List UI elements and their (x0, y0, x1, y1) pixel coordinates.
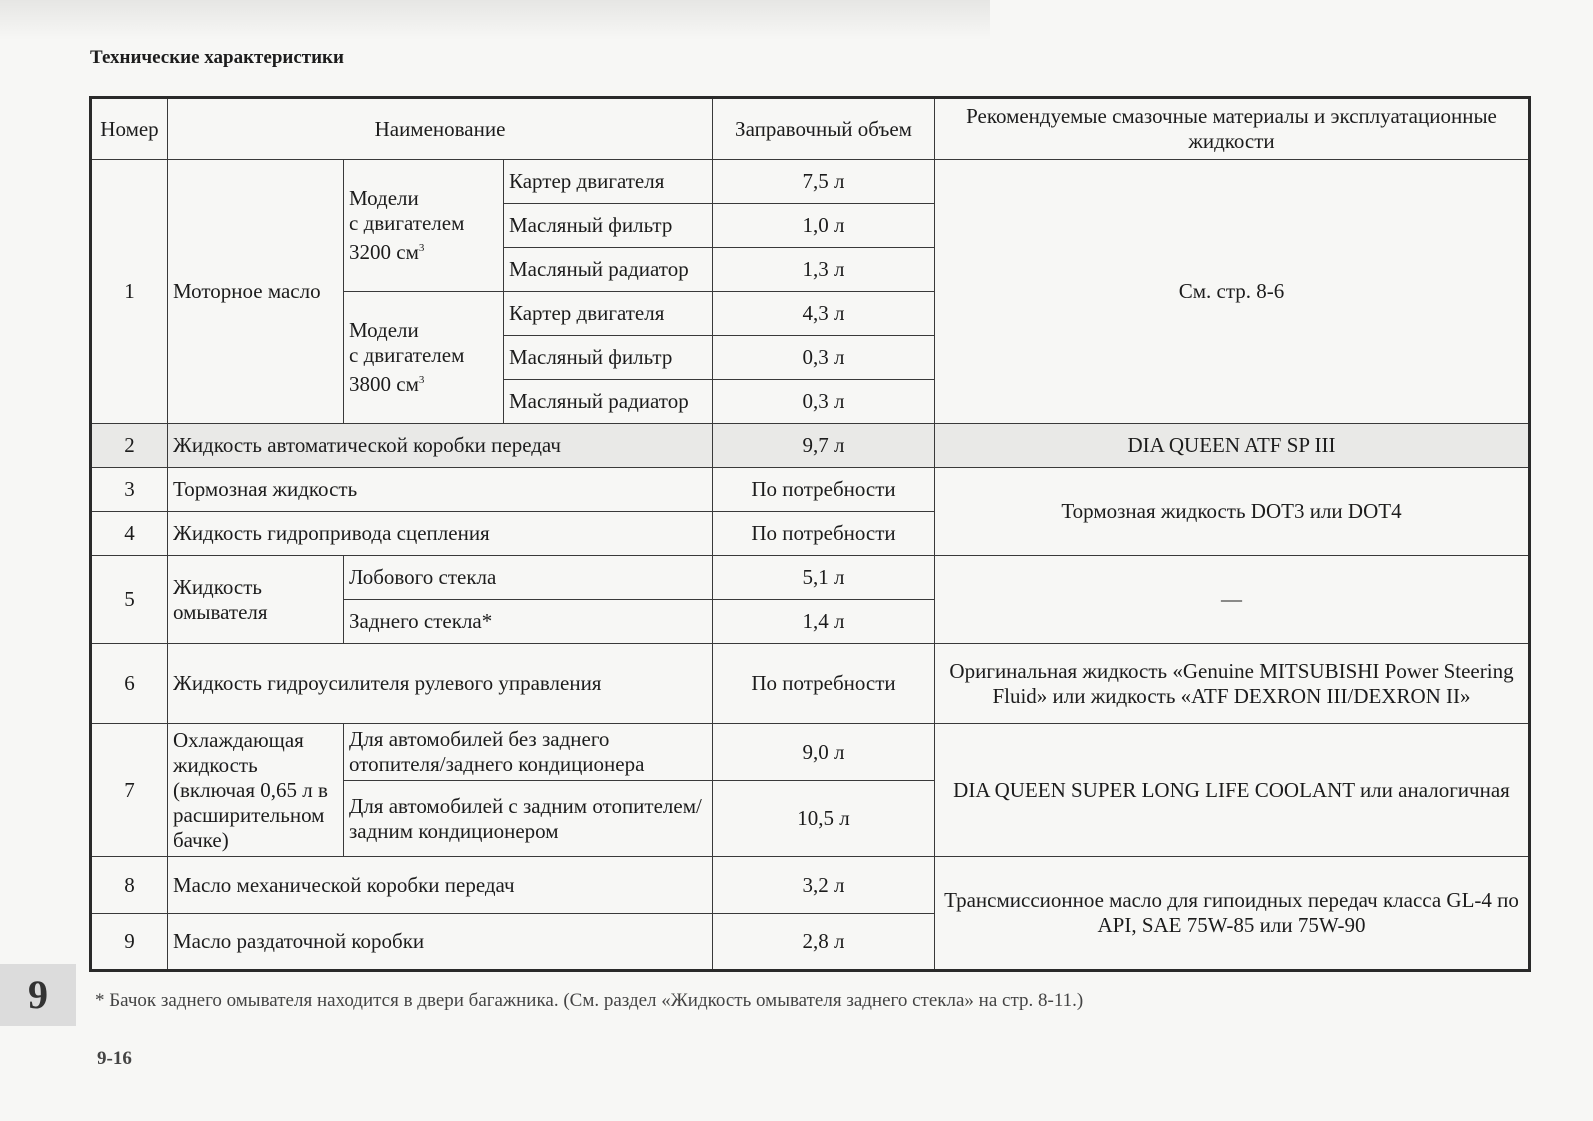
capacity-value: 7,5 л (713, 160, 935, 204)
row-number: 7 (91, 724, 168, 857)
engine-group (344, 160, 504, 292)
table-row (91, 724, 1530, 781)
footnote: * Бачок заднего омывателя находится в двери багажника. (См. раздел «Жидкость омывателя заднего стекла» на стр. 8-11.) (95, 990, 1084, 1011)
header-number: Номер (91, 98, 168, 160)
header-name: Наименование (168, 98, 713, 160)
section-title: Технические характеристики (90, 47, 344, 68)
row-name: Моторное масло (168, 160, 344, 424)
table-row (91, 556, 1530, 600)
row-number: 8 (91, 857, 168, 914)
engine-group (344, 292, 504, 424)
capacity-value: 5,1 л (713, 556, 935, 600)
chapter-number: 9 (28, 972, 48, 1017)
part-name: Масляный фильтр (504, 204, 713, 248)
recommended-value: Оригинальная жидкость «Genuine MITSUBISHI Power Steering Fluid» или жидкость «ATF DEXRON III/DEXRON II» (935, 644, 1530, 724)
recommended-value: — (935, 556, 1530, 644)
recommended-value: Трансмиссионное масло для гипоидных передач класса GL-4 по API, SAE 75W-85 или 75W-90 (935, 857, 1530, 971)
group-label: Модели с двигателем 3800 $см^3$ (349, 318, 465, 396)
part-name: Для автомобилей без заднего отопителя/заднего кондиционера (344, 724, 713, 781)
row-name: Масло механической коробки передач (168, 857, 713, 914)
part-name: Масляный фильтр (504, 336, 713, 380)
capacity-value: По потребности (713, 512, 935, 556)
table-row (91, 644, 1530, 724)
capacity-value: 1,4 л (713, 600, 935, 644)
part-name: Заднего стекла* (344, 600, 713, 644)
header-capacity: Заправочный объем (713, 98, 935, 160)
part-name: Масляный радиатор (504, 380, 713, 424)
capacity-value: 9,0 л (713, 724, 935, 781)
capacity-value: 1,0 л (713, 204, 935, 248)
row-number: 4 (91, 512, 168, 556)
capacity-value: 10,5 л (713, 781, 935, 857)
capacity-value: По потребности (713, 644, 935, 724)
row-name: Жидкость гидроусилителя рулевого управления (168, 644, 713, 724)
recommended-value: DIA QUEEN SUPER LONG LIFE COOLANT или аналогичная (935, 724, 1530, 857)
row-name: Масло раздаточной коробки (168, 914, 713, 971)
chapter-tab (0, 964, 76, 1026)
table-row (91, 468, 1530, 512)
capacity-value: 2,8 л (713, 914, 935, 971)
header-recommended: Рекомендуемые смазочные материалы и эксплуатационные жидкости (935, 98, 1530, 160)
row-number: 3 (91, 468, 168, 512)
fluids-table (89, 96, 1531, 972)
row-number: 5 (91, 556, 168, 644)
row-number: 2 (91, 424, 168, 468)
capacity-value: 9,7 л (713, 424, 935, 468)
recommended-value: Тормозная жидкость DOT3 или DOT4 (935, 468, 1530, 556)
page-number: 9-16 (97, 1048, 132, 1069)
capacity-value: 3,2 л (713, 857, 935, 914)
table-row (91, 857, 1530, 914)
row-name: Охлаждающая жидкость (включая 0,65 л в расширительном бачке) (168, 724, 344, 857)
recommended-value: DIA QUEEN ATF SP III (935, 424, 1530, 468)
group-label: Модели с двигателем 3200 $см^3$ (349, 186, 465, 264)
page-top-shade (0, 0, 990, 40)
capacity-value: По потребности (713, 468, 935, 512)
row-name: Тормозная жидкость (168, 468, 713, 512)
part-name: Масляный радиатор (504, 248, 713, 292)
row-number: 9 (91, 914, 168, 971)
part-name: Картер двигателя (504, 160, 713, 204)
row-name: Жидкость гидропривода сцепления (168, 512, 713, 556)
row-number: 1 (91, 160, 168, 424)
row-name: Жидкость омывателя (168, 556, 344, 644)
part-name: Картер двигателя (504, 292, 713, 336)
capacity-value: 0,3 л (713, 380, 935, 424)
row-number: 6 (91, 644, 168, 724)
capacity-value: 1,3 л (713, 248, 935, 292)
capacity-value: 0,3 л (713, 336, 935, 380)
row-name: Жидкость автоматической коробки передач (168, 424, 713, 468)
capacity-value: 4,3 л (713, 292, 935, 336)
part-name: Лобового стекла (344, 556, 713, 600)
table-row (91, 160, 1530, 204)
part-name: Для автомобилей с задним отопителем/задним кондиционером (344, 781, 713, 857)
table-row (91, 424, 1530, 468)
recommended-value: См. стр. 8-6 (935, 160, 1530, 424)
table-header-row (91, 98, 1530, 160)
